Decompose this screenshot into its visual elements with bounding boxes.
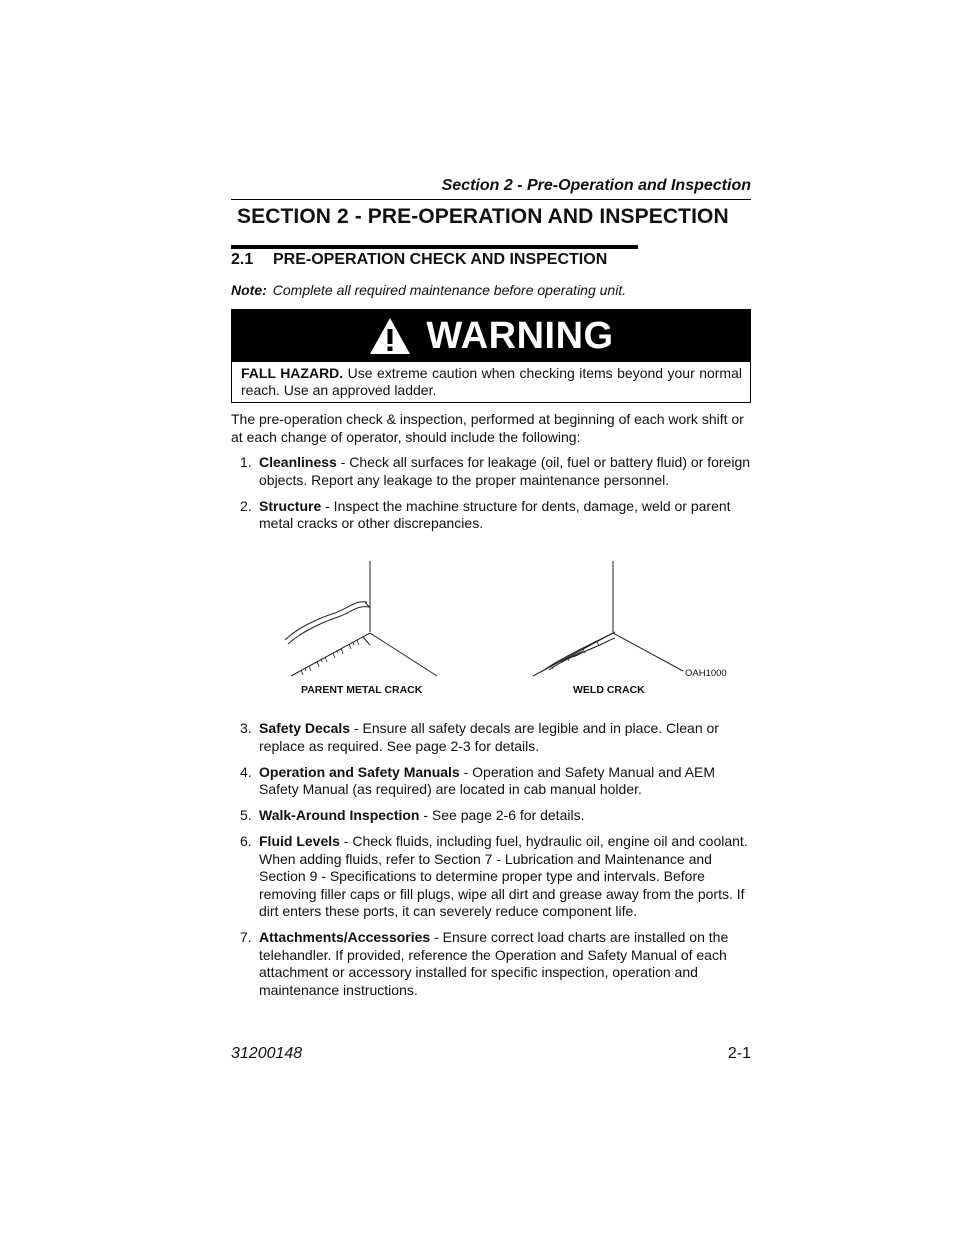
list-item — [231, 454, 751, 489]
item-number: 7. — [240, 929, 252, 945]
item-title: Attachments/Accessories — [259, 929, 431, 945]
crack-illustration — [231, 558, 751, 703]
warning-box — [231, 309, 751, 403]
figure-code: OAH1000 — [685, 668, 727, 679]
item-title: Safety Decals — [259, 720, 351, 736]
warning-triangle-icon — [368, 316, 412, 356]
subsection-rule — [231, 245, 638, 249]
item-number: 4. — [240, 763, 252, 780]
item-text: - Ensure all safety decals are legible and in place. Clean or replace as required. See page 2-3 for details. — [259, 720, 719, 754]
item-number: 5. — [240, 807, 252, 823]
list-item — [231, 833, 751, 921]
warning-header — [232, 310, 750, 362]
running-header: Section 2 - Pre-Operation and Inspection — [441, 177, 751, 194]
crack-diagram — [231, 558, 751, 703]
checklist-part-1 — [231, 454, 751, 541]
subsection-title: PRE-OPERATION CHECK AND INSPECTION — [273, 251, 608, 268]
figure-label-parent-metal-crack: PARENT METAL CRACK — [301, 684, 423, 696]
note-text: Complete all required maintenance before operating unit. — [272, 282, 627, 298]
intro-paragraph: The pre-operation check & inspection, performed at beginning of each work shift or at each change of operator, should include the following: — [231, 411, 744, 445]
item-number: 2. — [240, 497, 252, 514]
document-number: 31200148 — [231, 1045, 303, 1062]
subsection-heading — [231, 251, 607, 269]
item-title: Operation and Safety Manuals — [259, 763, 460, 780]
figure-label-weld-crack: WELD CRACK — [573, 684, 645, 696]
checklist-part-2 — [231, 720, 751, 1008]
note — [231, 282, 626, 298]
note-label: Note: — [231, 282, 267, 298]
item-title: Walk-Around Inspection — [259, 807, 420, 823]
header-rule — [231, 199, 751, 200]
item-number: 6. — [240, 833, 252, 849]
warning-title: WARNING — [426, 314, 614, 357]
section-title: SECTION 2 - PRE-OPERATION AND INSPECTION — [237, 205, 729, 228]
item-title: Cleanliness — [259, 454, 337, 470]
item-title: Structure — [259, 497, 322, 514]
item-text: - See page 2-6 for details. — [419, 807, 585, 823]
item-text: - Check fluids, including fuel, hydraulic oil, engine oil and coolant. When adding fluids, refer to Section 7 - Lubrication and Maintenance and Section 9 - Specifications to determine proper type and intervals. Before removing filler caps or fill plugs, wipe all dirt and grease away from the ports. If dirt enters these ports, it can severely reduce component life. — [259, 833, 748, 919]
item-number: 3. — [240, 720, 252, 736]
page-number: 2-1 — [727, 1045, 751, 1062]
item-number: 1. — [240, 454, 252, 470]
list-item — [231, 807, 751, 825]
warning-body — [232, 362, 750, 399]
warning-text: Use extreme caution when checking items beyond your normal reach. Use an approved ladder. — [241, 365, 742, 398]
item-title: Fluid Levels — [259, 833, 340, 849]
list-item — [231, 929, 751, 999]
list-item — [231, 764, 751, 799]
list-item — [231, 498, 751, 533]
subsection-number: 2.1 — [231, 251, 254, 268]
item-text: - Operation and Safety Manual and AEM Safety Manual (as required) are located in cab manual holder. — [259, 763, 715, 797]
warning-hazard: FALL HAZARD. — [241, 365, 344, 381]
item-text: - Ensure correct load charts are installed on the telehandler. If provided, reference the Operation and Safety Manual of each attachment or accessory installed for specific inspection, operation and maintenance instructions. — [259, 929, 729, 998]
list-item — [231, 720, 751, 755]
item-text: - Check all surfaces for leakage (oil, fuel or battery fluid) or foreign objects. Report any leakage to the proper maintenance personnel. — [259, 454, 751, 488]
item-text: - Inspect the machine structure for dents, damage, weld or parent metal cracks or other discrepancies. — [259, 497, 731, 531]
